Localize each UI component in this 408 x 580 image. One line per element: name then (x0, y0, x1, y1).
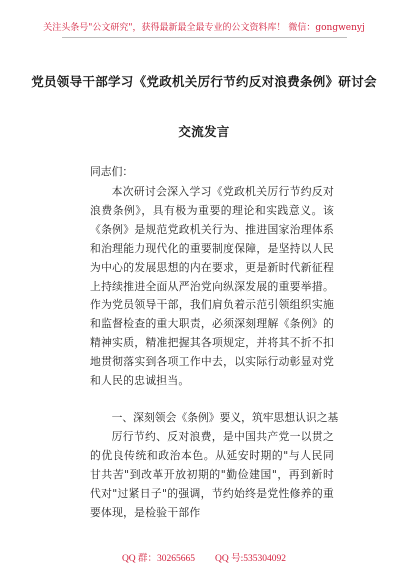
document-subtitle: 交流发言 (178, 124, 230, 139)
body-paragraph-2: 厉行节约、反对浪费，是中国共产党一以贯之的优良传统和政治本色。从延安时期的"与人民同甘共苦"到改革开放初期的"勤俭建国"，再到新时代对"过紧日子"的强调，节约始终是党性修养的重要体现，是检验干部作 (90, 430, 334, 519)
footer-qq-number: QQ 号:535304092 (215, 554, 287, 564)
footer-contact (0, 550, 408, 564)
footer-qq-group: QQ 群：30265665 (121, 554, 196, 564)
body-paragraph-1: 本次研讨会深入学习《党政机关厉行节约反对浪费条例》，具有极为重要的理论和实践意义。该《条例》是规范党政机关行为、推进国家治理体系和治理能力现代化的重要制度保障，是坚持以人民为中心的发展思想的内在要求，更是新时代新征程上持续推进全面从严治党向纵深发展的重要举措。作为党员领导干部，我们肩负着示范引领组织实施和监督检查的重大职责，必须深刻理解《条例》的精神实质，精准把握其各项规定，并将其不折不扣地贯彻落实到各项工作中去，以实际行动彰显对党和人民的忠诚担当。 (90, 185, 334, 388)
salutation: 同志们： (90, 165, 134, 178)
header-divider (62, 37, 347, 38)
header-banner: 关注头条号"公文研究"，获得最新最全最专业的公文资料库！ 微信：gongwenyj (43, 23, 365, 33)
section-heading-1: 一、深刻领会《条例》要义，筑牢思想认识之基 (111, 411, 339, 424)
document-title: 党员领导干部学习《党政机关厉行节约反对浪费条例》研讨会 (31, 74, 377, 89)
